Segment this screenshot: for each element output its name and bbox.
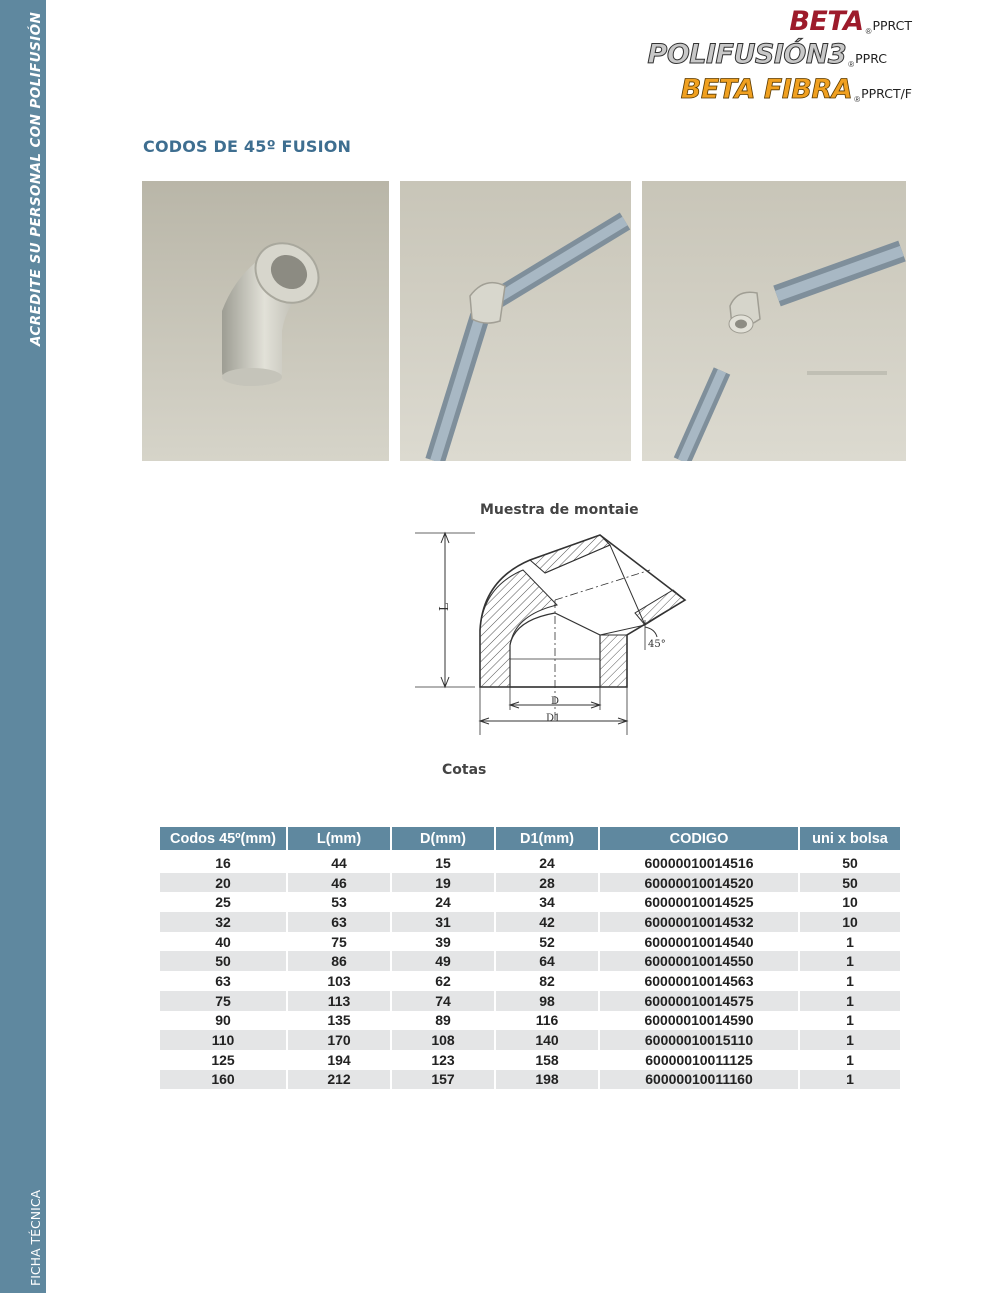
cell-inner-diameter: 39 (435, 933, 451, 950)
cell-inner-diameter: 74 (392, 991, 494, 1011)
cell-code: 60000010014520 (600, 873, 798, 893)
photo-elbow-exploded (642, 181, 906, 461)
cell-outer-diameter: 82 (539, 972, 555, 989)
cell-length: 86 (288, 951, 390, 971)
cell-length: 212 (288, 1070, 390, 1090)
col-header-code: CODIGO (600, 827, 798, 853)
table-row (160, 853, 900, 873)
sidebar-slogan: ACREDITE SU PERSONAL CON POLIFUSIÓN (28, 11, 44, 346)
cell-code: 60000010014575 (600, 991, 798, 1011)
cell-units-per-bag: 50 (800, 873, 900, 893)
brand-beta (789, 6, 912, 37)
cell-size: 110 (160, 1030, 286, 1050)
cell-length: 53 (331, 894, 347, 911)
cell-units-per-bag: 1 (800, 1030, 900, 1050)
cell-length: 113 (288, 991, 390, 1011)
cell-outer-diameter: 98 (496, 991, 598, 1011)
table-row (160, 971, 900, 991)
cell-length: 170 (288, 1030, 390, 1050)
cell-code: 60000010014532 (600, 912, 798, 932)
table-row (160, 1050, 900, 1070)
cell-units-per-bag: 1 (846, 1012, 854, 1029)
cell-size: 90 (215, 1012, 231, 1029)
table-row (160, 892, 900, 912)
diagram-caption: Cotas (442, 762, 487, 778)
cell-length: 63 (288, 912, 390, 932)
cell-length: 194 (327, 1051, 351, 1068)
cell-units-per-bag: 10 (800, 912, 900, 932)
col-header-units-per-bag: uni x bolsa (800, 827, 900, 853)
brand-beta-suffix: PPRCT (872, 18, 912, 33)
cell-outer-diameter: 34 (539, 894, 555, 911)
registered-mark: ® (865, 27, 872, 36)
cell-code: 60000010011160 (600, 1070, 798, 1090)
cell-inner-diameter: 89 (435, 1012, 451, 1029)
dimension-diagram (405, 525, 695, 740)
cell-size: 160 (160, 1070, 286, 1090)
cell-inner-diameter: 49 (392, 951, 494, 971)
cell-outer-diameter: 42 (496, 912, 598, 932)
cell-size: 40 (215, 933, 231, 950)
cell-size: 75 (160, 991, 286, 1011)
cell-size: 16 (215, 854, 231, 871)
photo-elbow-installed (400, 181, 631, 461)
cell-units-per-bag: 1 (846, 1051, 854, 1068)
table-row (160, 873, 900, 893)
sidebar-doc-type: FICHA TÉCNICA (28, 1189, 43, 1286)
brand-polifusion3-name: POLIFUSIÓN3 (647, 39, 847, 70)
cell-inner-diameter: 123 (431, 1051, 455, 1068)
col-header-length: L(mm) (288, 827, 390, 853)
cell-size: 125 (211, 1051, 235, 1068)
cell-code: 60000010014525 (644, 894, 754, 911)
sidebar (0, 0, 46, 1293)
cell-code: 60000010014563 (644, 972, 754, 989)
cell-outer-diameter: 52 (539, 933, 555, 950)
cell-outer-diameter: 198 (496, 1070, 598, 1090)
registered-mark: ® (854, 95, 861, 104)
cell-outer-diameter: 24 (539, 854, 555, 871)
cell-length: 44 (331, 854, 347, 871)
cell-code: 60000010014550 (600, 951, 798, 971)
brand-beta-fibra (681, 74, 912, 105)
brand-beta-fibra-suffix: PPRCT/F (861, 86, 912, 101)
table-row (160, 991, 900, 1011)
cell-code: 60000010014540 (644, 933, 754, 950)
cell-outer-diameter: 140 (496, 1030, 598, 1050)
diagram-title: Muestra de montaie (480, 502, 639, 518)
cell-size: 63 (215, 972, 231, 989)
cell-inner-diameter: 19 (392, 873, 494, 893)
cell-length: 46 (288, 873, 390, 893)
brand-beta-fibra-name: BETA FIBRA (680, 74, 853, 105)
cell-length: 135 (327, 1012, 351, 1029)
cell-size: 50 (160, 951, 286, 971)
brand-polifusion3-suffix: PPRC (855, 51, 887, 66)
cell-inner-diameter: 24 (435, 894, 451, 911)
cell-outer-diameter: 28 (496, 873, 598, 893)
col-header-size: Codos 45º(mm) (160, 827, 286, 853)
cell-units-per-bag: 1 (846, 972, 854, 989)
table-header-row (160, 827, 900, 853)
cell-units-per-bag: 1 (800, 1070, 900, 1090)
cell-code: 60000010014516 (644, 854, 754, 871)
cell-outer-diameter: 64 (496, 951, 598, 971)
cell-units-per-bag: 1 (846, 933, 854, 950)
inner-diameter-label: D (551, 696, 560, 707)
cell-length: 103 (327, 972, 351, 989)
length-label: L (437, 603, 451, 611)
table-row (160, 912, 900, 932)
spec-table (158, 827, 902, 1089)
col-header-inner-diameter: D(mm) (392, 827, 494, 853)
cell-size: 20 (160, 873, 286, 893)
cell-size: 32 (160, 912, 286, 932)
cell-outer-diameter: 158 (535, 1051, 559, 1068)
angle-label: 45° (648, 639, 666, 650)
table-row (160, 951, 900, 971)
cell-units-per-bag: 1 (800, 951, 900, 971)
table-row (160, 1070, 900, 1090)
cell-inner-diameter: 108 (392, 1030, 494, 1050)
cell-inner-diameter: 157 (392, 1070, 494, 1090)
cell-units-per-bag: 10 (842, 894, 858, 911)
cell-code: 60000010015110 (600, 1030, 798, 1050)
table-row (160, 1011, 900, 1031)
brand-beta-name: BETA (789, 6, 864, 37)
page-title: CODOS DE 45º FUSION (143, 137, 352, 156)
cell-outer-diameter: 116 (535, 1012, 559, 1029)
cell-code: 60000010014590 (644, 1012, 754, 1029)
brand-polifusion3 (648, 39, 887, 70)
cell-units-per-bag: 50 (842, 854, 858, 871)
cell-inner-diameter: 62 (435, 972, 451, 989)
outer-diameter-label: D1 (546, 713, 561, 724)
table-row (160, 1030, 900, 1050)
cell-inner-diameter: 31 (392, 912, 494, 932)
photo-elbow (142, 181, 389, 461)
col-header-outer-diameter: D1(mm) (496, 827, 598, 853)
cell-length: 75 (331, 933, 347, 950)
registered-mark: ® (848, 60, 855, 69)
cell-inner-diameter: 15 (435, 854, 451, 871)
cell-units-per-bag: 1 (800, 991, 900, 1011)
cell-size: 25 (215, 894, 231, 911)
cell-code: 60000010011125 (645, 1051, 753, 1068)
table-row (160, 932, 900, 952)
